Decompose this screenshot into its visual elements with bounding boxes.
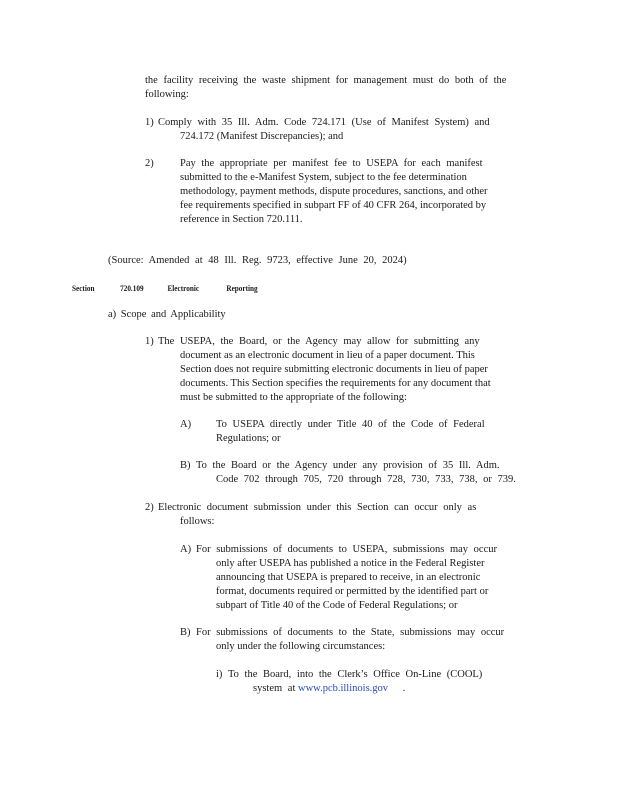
section-header — [72, 281, 258, 295]
intro-paragraph — [145, 74, 525, 102]
item-label: i) — [216, 669, 223, 680]
list-item-a1A — [180, 418, 520, 446]
item-text: methodology, payment methods, dispute procedures, sanctions, and other — [180, 186, 488, 197]
item-text: Regulations; or — [216, 433, 281, 444]
subsection-heading: a) Scope and Applicability — [108, 309, 226, 320]
item-text: must be submitted to the appropriate of the following: — [180, 392, 407, 403]
intro-line: following: — [145, 89, 189, 100]
list-item-a2B — [180, 626, 538, 654]
item-label: 2) — [145, 502, 154, 513]
item-text: For submissions of documents to the State, submissions may occur — [196, 627, 505, 638]
item-text: . — [402, 683, 406, 694]
list-item-a1 — [145, 335, 537, 405]
section-word: Section — [72, 283, 95, 293]
list-item-a2Bi — [216, 668, 536, 696]
list-item-a2A — [180, 543, 538, 613]
item-text: follows: — [180, 516, 215, 527]
item-label: B) — [180, 627, 191, 638]
item-text: only under the following circumstances: — [216, 641, 386, 652]
list-item-a1B — [180, 459, 540, 487]
item-text: submitted to the e-Manifest System, subject to the fee determination — [180, 172, 467, 183]
item-label: A) — [180, 544, 192, 555]
item-text: format, documents required or permitted by the identified part or — [216, 586, 489, 597]
item-text: Pay the appropriate per manifest fee to USEPA for each manifest — [180, 158, 483, 169]
item-text: Electronic document submission under this Section can occur only as — [158, 502, 477, 513]
item-label: 2) — [145, 158, 154, 169]
item-label: A) — [180, 419, 192, 430]
pcb-website-link[interactable]: www.pcb.illinois.gov — [298, 683, 389, 694]
item-label: 1) — [145, 117, 154, 128]
section-number: 720.109 — [120, 283, 144, 293]
item-text: To the Board, into the Clerk’s Office On-Line (COOL) — [228, 669, 483, 680]
item-text: reference in Section 720.111. — [180, 214, 303, 225]
item-text: 724.172 (Manifest Discrepancies); and — [180, 131, 344, 142]
item-text: To USEPA directly under Title 40 of the Code of Federal — [216, 419, 485, 430]
item-text: document as an electronic document in lieu of a paper document. This — [180, 350, 475, 361]
section-title: Electronic — [167, 283, 200, 293]
item-text: only after USEPA has published a notice in the Federal Register — [216, 558, 485, 569]
list-item-a2 — [145, 501, 525, 529]
item-label: 1) — [145, 336, 154, 347]
item-text: documents. This Section specifies the requirements for any document that — [180, 378, 491, 389]
item-text: announcing that USEPA is prepared to receive, in an electronic — [216, 572, 481, 583]
item-text: subpart of Title 40 of the Code of Federal Regulations; or — [216, 600, 458, 611]
item-text: For submissions of documents to USEPA, submissions may occur — [196, 544, 497, 555]
item-text: Section does not require submitting electronic documents in lieu of paper — [180, 364, 488, 375]
item-text: Comply with 35 Ill. Adm. Code 724.171 (Use of Manifest System) and — [158, 117, 490, 128]
section-title: Reporting — [226, 283, 258, 293]
intro-line: the facility receiving the waste shipment for management must do both of the — [145, 75, 507, 86]
item-text: fee requirements specified in subpart FF of 40 CFR 264, incorporated by — [180, 200, 487, 211]
source-note: (Source: Amended at 48 Ill. Reg. 9723, effective June 20, 2024) — [108, 255, 407, 266]
item-label: B) — [180, 460, 191, 471]
item-text: The USEPA, the Board, or the Agency may allow for submitting any — [158, 336, 480, 347]
item-text: system at — [253, 683, 296, 694]
list-item-2 — [145, 157, 535, 227]
item-text: Code 702 through 705, 720 through 728, 730, 733, 738, or 739. — [216, 474, 516, 485]
item-text: To the Board or the Agency under any provision of 35 Ill. Adm. — [196, 460, 500, 471]
list-item-1 — [145, 116, 525, 144]
